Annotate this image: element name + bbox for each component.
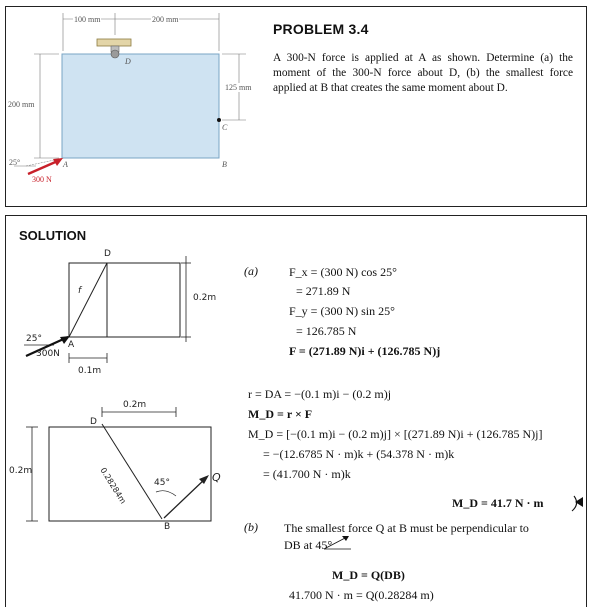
part-b-text-1: The smallest force Q at B must be perpendicular to — [284, 521, 529, 535]
eq-a-4: F = (271.89 N)i + (126.785 N)j — [289, 344, 441, 358]
problem-panel — [5, 6, 587, 207]
sketch2-q: Q — [212, 471, 221, 484]
result-a: M_D = 41.7 N · m — [452, 496, 544, 510]
angle-label: 25° — [9, 158, 21, 167]
sketch1-point-d: D — [104, 249, 111, 259]
eq-r-4: = (41.700 N · m)k — [263, 467, 351, 481]
dim-200-top-label: 200 mm — [152, 15, 179, 24]
sketch2-point-b: B — [164, 522, 171, 532]
problem-text: A 300-N force is applied at A as shown. Determine (a) the moment of the 300-N force about D, (b) the smallest force applied at B that creates the same moment about D. — [273, 52, 573, 94]
force-label: 300 N — [32, 175, 52, 184]
eq-r-1: M_D = r × F — [248, 407, 313, 421]
support-pin — [111, 50, 119, 58]
sketch2-diag: 0.28284m — [98, 466, 128, 506]
dim-100-label: 100 mm — [74, 15, 101, 24]
solution-title: SOLUTION — [19, 228, 87, 243]
solution-panel — [5, 215, 587, 607]
eq-r-2: M_D = [−(0.1 m)i − (0.2 m)j] × [(271.89 N)i + (126.785 N)j] — [248, 427, 543, 441]
eq-a-0: F_x = (300 N) cos 25° — [289, 265, 397, 279]
sketch2-angle: 45° — [154, 478, 170, 488]
sketch1-f-label: f — [78, 286, 82, 296]
part-b-label: (b) — [244, 520, 258, 534]
eq-a-1: = 271.89 N — [296, 284, 351, 298]
eq-r-0: r = DA = −(0.1 m)i − (0.2 m)j — [248, 387, 392, 401]
point-c-dot — [217, 118, 221, 122]
point-c-label: C — [222, 123, 228, 132]
sketch2-height: 0.2m — [9, 466, 33, 476]
eq-b-0: M_D = Q(DB) — [332, 568, 405, 582]
sketch1-point-a: A — [68, 340, 75, 350]
problem-title: PROBLEM 3.4 — [273, 21, 369, 37]
dim-200-left-label: 200 mm — [8, 100, 35, 109]
point-b-label: B — [222, 160, 227, 169]
eq-b-1: 41.700 N · m = Q(0.28284 m) — [289, 588, 434, 602]
sketch1-offset: 0.1m — [78, 366, 102, 376]
dim-125-label: 125 mm — [225, 83, 252, 92]
sketch2-point-d: D — [90, 417, 97, 427]
point-a-label: A — [63, 160, 68, 169]
sketch1-force: 300N — [36, 349, 60, 359]
eq-a-3: = 126.785 N — [296, 324, 357, 338]
plate — [62, 54, 219, 158]
part-b-text-2: DB at 45° — [284, 538, 333, 552]
sketch1-angle: 25° — [26, 334, 42, 344]
support-block — [97, 39, 131, 46]
eq-r-3: = −(12.6785 N · m)k + (54.378 N · m)k — [263, 447, 455, 461]
eq-a-2: F_y = (300 N) sin 25° — [289, 304, 395, 318]
part-a-label: (a) — [244, 264, 258, 278]
point-d-label: D — [125, 57, 131, 66]
sketch2-width: 0.2m — [123, 400, 147, 410]
sketch1-height: 0.2m — [193, 293, 217, 303]
